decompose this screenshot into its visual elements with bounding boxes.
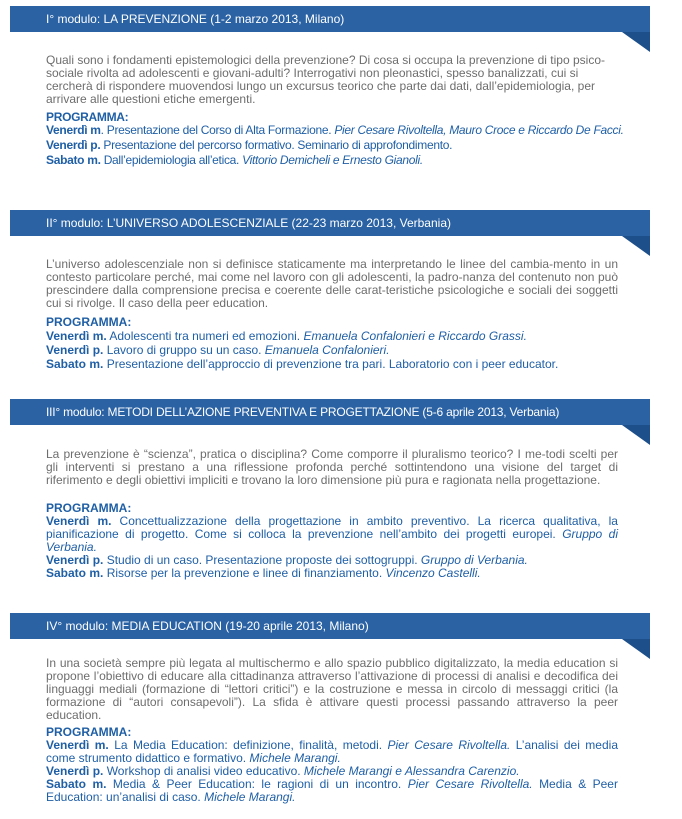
program-item <box>46 330 621 343</box>
program-label: PROGRAMMA: <box>46 501 132 515</box>
program-item <box>46 344 621 357</box>
program-label: PROGRAMMA: <box>46 315 132 329</box>
ribbon-fold <box>622 425 650 445</box>
program-text: . Presentazione del Corso di Alta Formazione. <box>100 123 335 137</box>
program-text-continued: L’analisi dei media come strumento didattico e formativo. <box>46 738 618 765</box>
module-description: Quali sono i fondamenti epistemologici della prevenzione? Di cosa si occupa la prevenzione di tipo psico-sociale rivolta ad adolescenti e giovani-adulti? Interrogativi non pleonastici, spesso banalizzati, cui si cercherà di rispondere muovendosi lungo un excursus teorico che parte dai dati, dall’epidemiologia, per arrivare alle questioni etiche emergenti. <box>46 53 605 106</box>
program-authors: Vittorio Demicheli e Ernesto Gianoli. <box>242 153 423 167</box>
program-authors: Pier Cesare Rivoltella, Mauro Croce e Riccardo De Facci. <box>334 123 624 137</box>
program-item <box>46 515 618 554</box>
program-label: PROGRAMMA: <box>46 725 132 739</box>
module-title: I° modulo: LA PREVENZIONE (1-2 marzo 2013, Milano) <box>46 12 345 26</box>
program-authors: Vincenzo Castelli. <box>385 566 481 580</box>
program-text: Workshop di analisi video educativo. <box>103 764 304 778</box>
program-text: Presentazione del percorso formativo. Seminario di approfondimento. <box>100 138 453 152</box>
module-title-bar <box>10 6 650 32</box>
program-text: Concettualizzazione della progettazione in ambito preventivo. La ricerca qualitativa, la pianificazione di progetto. Come si colloca la prevenzione nell’ambito dei progetti europei. <box>46 514 618 541</box>
program-label: PROGRAMMA: <box>46 110 129 124</box>
program-text: Presentazione dell’approccio di prevenzione tra pari. Laboratorio con i peer educator. <box>103 357 559 371</box>
program-item <box>46 358 621 371</box>
program-item <box>46 154 626 167</box>
ribbon-fold <box>622 32 650 52</box>
module-description: In una società sempre più legata al multischermo e allo spazio pubblico digitalizzato, la media education si propone l’obiettivo di educare alla cittadinanza attraverso l’attivazione di processi di analisi e decodifica dei linguaggi mediali (formazione di “lettori critici”) e la costruzione e messa in circolo di messaggi critici (la formazione di “autori consapevoli”). La sfida è attivare questi processi passando attraverso la peer education. <box>46 656 618 722</box>
program-authors: Michele Marangi e Alessandra Carenzio. <box>303 764 520 778</box>
program <box>46 726 618 804</box>
program-text: La Media Education: definizione, finalità, metodi. <box>108 738 388 752</box>
program-day: Venerdì p. <box>46 553 104 567</box>
module-title-bar <box>10 613 650 639</box>
program-text: Adolescenti tra numeri ed emozioni. <box>106 329 304 343</box>
program-day: Venerdì p. <box>46 343 104 357</box>
program-day: Venerdì m. <box>46 329 107 343</box>
program <box>46 316 621 371</box>
program-authors: Gruppo di Verbania. <box>420 553 528 567</box>
program-text: Dall’epidemiologia all’etica. <box>100 153 243 167</box>
program-day: Sabato m. <box>46 566 104 580</box>
ribbon-fold <box>622 639 650 659</box>
program-authors: Emanuela Confalonieri e Riccardo Grassi. <box>303 329 527 343</box>
program-day: Venerdì m. <box>46 514 112 528</box>
module-title-bar <box>10 399 650 425</box>
program <box>46 502 618 580</box>
program-item <box>46 139 626 152</box>
program-authors: Pier Cesare Rivoltella. <box>387 738 511 752</box>
module-title: II° modulo: L’UNIVERSO ADOLESCENZIALE (22-23 marzo 2013, Verbania) <box>46 216 451 230</box>
module-title-bar <box>10 210 650 236</box>
program-day: Sabato m. <box>46 153 101 167</box>
program-day: Sabato m. <box>46 357 104 371</box>
program-day: Venerdì m <box>46 123 101 137</box>
program-text-continued: Media & Peer Education: un’analisi di caso. <box>46 777 618 804</box>
program-authors: Michele Marangi. <box>204 790 296 804</box>
module-description: L’universo adolescenziale non si definisce staticamente ma interpretando le linee del cambia-mento in un contesto particolare perché, mai come nel lavoro con gli adolescenti, la padro-nanza del contenuto non può prescindere dalla comprensione precisa e coerente delle carat-teristiche psicologiche e sociali dei soggetti cui si rivolge. Il caso della peer education. <box>46 257 618 310</box>
program-text: Media & Peer Education: le ragioni di un incontro. <box>106 777 408 791</box>
program-day: Venerdì p. <box>46 764 104 778</box>
program-item <box>46 778 618 804</box>
module-title: IV° modulo: MEDIA EDUCATION (19-20 aprile 2013, Milano) <box>46 619 369 633</box>
program-item <box>46 124 626 137</box>
program-item <box>46 567 618 580</box>
program-text: Lavoro di gruppo su un caso. <box>103 343 265 357</box>
program-authors: Gruppo di Verbania. <box>46 527 618 554</box>
program <box>46 111 626 167</box>
program-authors: Emanuela Confalonieri. <box>264 343 390 357</box>
program-authors: Michele Marangi. <box>249 751 341 765</box>
program-text: Risorse per la prevenzione e linee di finanziamento. <box>103 566 386 580</box>
ribbon-fold <box>622 236 650 256</box>
module-title: III° modulo: METODI DELL’AZIONE PREVENTIVA E PROGETTAZIONE (5-6 aprile 2013, Verbania) <box>46 405 560 419</box>
program-day: Venerdì p. <box>46 138 101 152</box>
program-text: Studio di un caso. Presentazione proposte dei sottogruppi. <box>103 553 421 567</box>
program-authors: Pier Cesare Rivoltella. <box>407 777 533 791</box>
program-day: Sabato m. <box>46 777 107 791</box>
program-day: Venerdì m. <box>46 738 109 752</box>
program-item <box>46 739 618 765</box>
module-description: La prevenzione è “scienza”, pratica o disciplina? Come comporre il pluralismo teorico? I me-todi scelti per gli interventi si prestano a una riflessione profonda perché sottintendono una visione del target di riferimento e degli obiettivi impliciti e trovano la loro dimensione più pura e ragionata nella progettazione. <box>46 447 618 487</box>
